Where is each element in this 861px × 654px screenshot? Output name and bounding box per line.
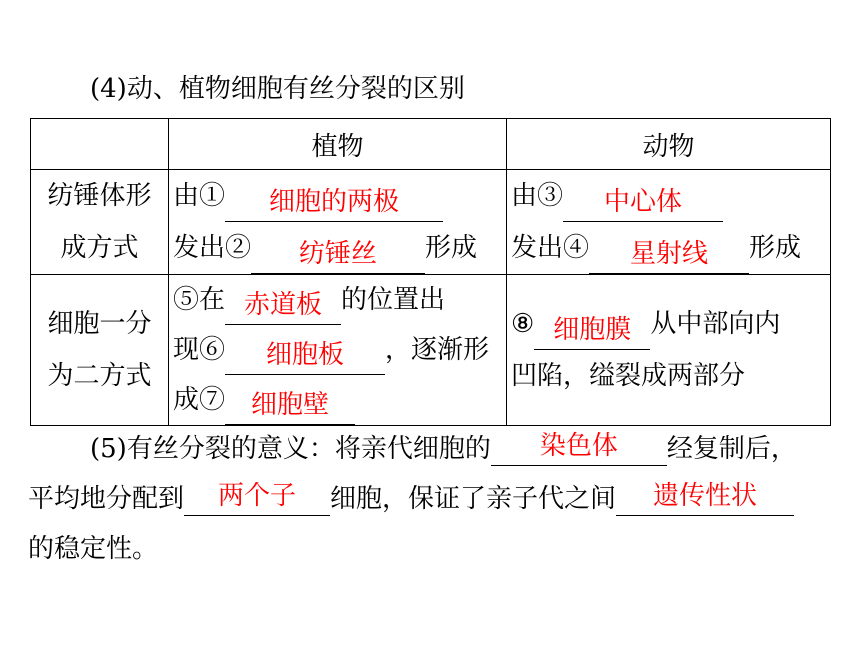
header-empty-cell — [31, 119, 169, 170]
answer-blank-traits: 遗传性状 — [616, 485, 794, 516]
row-label-division: 细胞一分 为二方式 — [31, 275, 169, 426]
answer-blank-2: 纺锤丝 — [251, 243, 425, 274]
answer-blank-4: 星射线 — [589, 243, 749, 274]
row-label-spindle: 纺锤体形 成方式 — [31, 170, 169, 275]
table-row — [31, 275, 831, 426]
plant-spindle-cell: 由① 细胞的两极 发出② 纺锤丝 形成 — [169, 170, 507, 275]
answer-blank-two-daughter: 两个子 — [184, 485, 330, 516]
answer-blank-1: 细胞的两极 — [225, 191, 443, 222]
header-animal: 动物 — [507, 119, 831, 170]
answer-blank-6: 细胞板 — [225, 344, 385, 375]
answer-blank-7: 细胞壁 — [225, 394, 355, 425]
answer-blank-chromosome: 染色体 — [491, 435, 667, 466]
plant-division-cell: ⑤在 赤道板 的位置出 现⑥ 细胞板 ，逐渐形 成⑦ 细胞壁 — [169, 275, 507, 426]
table-row — [31, 170, 831, 275]
section-heading: (4)动、植物细胞有丝分裂的区别 — [90, 74, 465, 104]
paragraph-5-line-2: 平均地分配到 两个子 细胞，保证了亲子代之间 遗传性状 — [28, 482, 794, 516]
animal-spindle-cell: 由③ 中心体 发出④ 星射线 形成 — [507, 170, 831, 275]
paragraph-5-line-3: 的稳定性。 — [28, 534, 159, 564]
comparison-table — [30, 118, 831, 426]
answer-blank-3: 中心体 — [563, 191, 723, 222]
header-plant: 植物 — [169, 119, 507, 170]
animal-division-cell: ⑧ 细胞膜 从中部向内 凹陷，缢裂成两部分 — [507, 275, 831, 426]
table-header-row — [31, 119, 831, 170]
answer-blank-8: 细胞膜 — [534, 319, 650, 350]
paragraph-5-line-1: (5)有丝分裂的意义：将亲代细胞的 染色体 经复制后， — [90, 431, 797, 464]
answer-blank-5: 赤道板 — [225, 294, 341, 325]
